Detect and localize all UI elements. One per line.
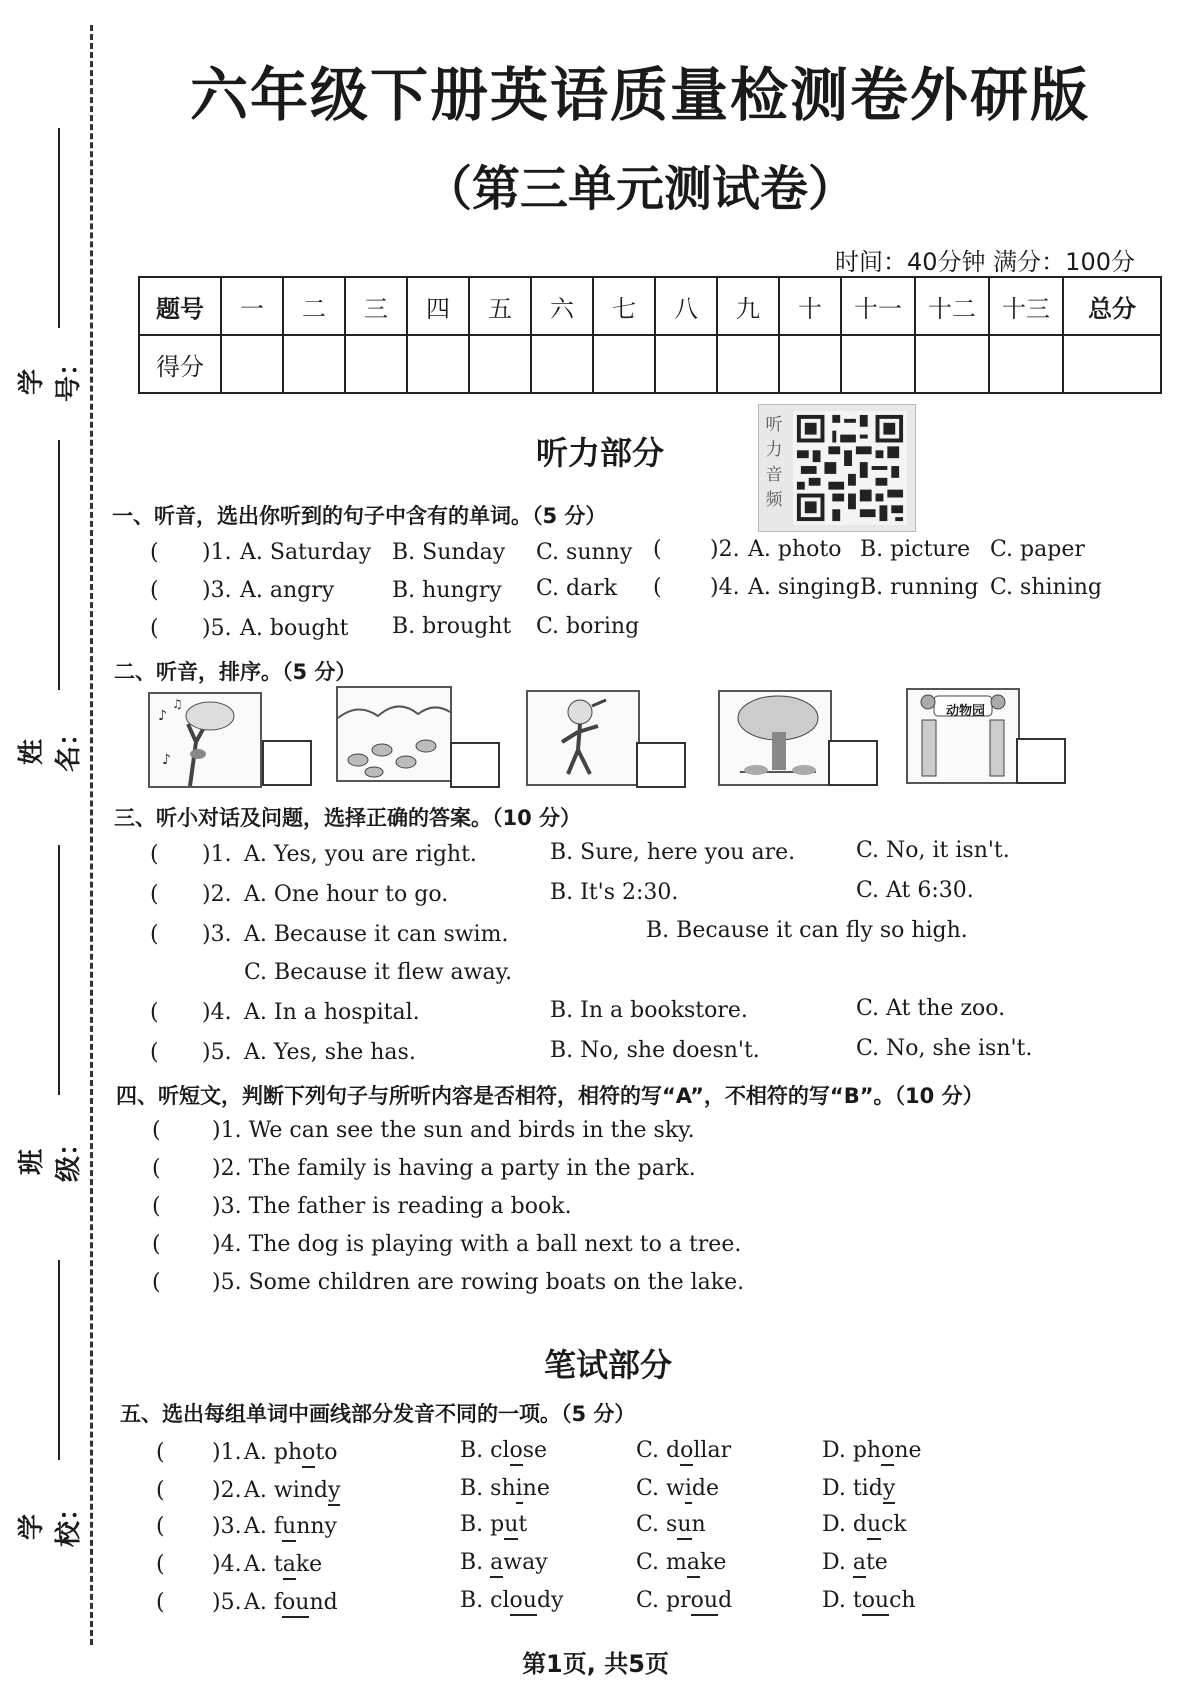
- underlined-letters: u: [504, 1512, 519, 1537]
- score-cell[interactable]: [1063, 335, 1161, 393]
- school-line: [58, 1260, 60, 1460]
- order-box-3[interactable]: [636, 742, 686, 788]
- svg-text:♪: ♪: [162, 752, 171, 768]
- s1-q2-num: )2.: [710, 537, 740, 562]
- s3-q4-num: )4.: [202, 1000, 232, 1025]
- s5-q5-option-b: [460, 1588, 563, 1613]
- name-label: 姓名：: [17, 719, 84, 772]
- order-box-4[interactable]: [828, 740, 878, 786]
- audio-qr-code[interactable]: [758, 404, 916, 532]
- score-col-total: 总分: [1063, 277, 1161, 335]
- underlined-letters: i: [515, 1476, 523, 1501]
- option-text: t: [518, 1512, 528, 1537]
- underlined-letters: u: [866, 1512, 882, 1537]
- underlined-letters: o: [302, 1440, 316, 1465]
- option-text: d: [718, 1588, 733, 1613]
- answer-paren[interactable]: (: [156, 1590, 165, 1615]
- s5-q4-num: )4.: [212, 1552, 242, 1577]
- score-cell[interactable]: [531, 335, 593, 393]
- picture-big-tree: [718, 690, 832, 786]
- option-text: se: [522, 1438, 548, 1463]
- answer-paren[interactable]: (: [150, 922, 159, 947]
- s3-q3-c: C. Because it flew away.: [244, 960, 513, 985]
- bird-tree-icon: [150, 694, 260, 786]
- option-text: ke: [295, 1552, 323, 1577]
- answer-paren[interactable]: (: [150, 616, 159, 641]
- option-text: D. tid: [822, 1476, 883, 1501]
- score-cell[interactable]: [915, 335, 989, 393]
- score-cell[interactable]: [345, 335, 407, 393]
- s5-q2-option-b: [460, 1476, 550, 1501]
- underlined-letters: a: [282, 1552, 296, 1577]
- score-table: [138, 276, 1162, 394]
- option-text: ne: [522, 1476, 550, 1501]
- s5-q4-option-b: [460, 1550, 548, 1575]
- s4-q3: )3. The father is reading a book.: [212, 1194, 572, 1219]
- s3-q4-a: A. In a hospital.: [244, 1000, 420, 1025]
- answer-paren[interactable]: (: [150, 578, 159, 603]
- option-text: C. m: [636, 1550, 687, 1575]
- underlined-letters: y: [882, 1476, 896, 1501]
- s1-q1-c: C. sunny: [536, 540, 633, 565]
- picture-zoo-gate: [906, 688, 1020, 784]
- score-cell[interactable]: [407, 335, 469, 393]
- s5-q5-num: )5.: [212, 1590, 242, 1615]
- s5-q1-num: )1.: [212, 1440, 242, 1465]
- s1-q4-a: A. singing: [748, 575, 860, 600]
- s4-q1: )1. We can see the sun and birds in the sky.: [212, 1118, 695, 1143]
- underlined-letters: u: [282, 1514, 297, 1539]
- picture-bird-singing: [148, 692, 262, 788]
- s1-q3-b: B. hungry: [392, 578, 502, 603]
- svg-text:♫: ♫: [172, 697, 183, 711]
- class-label: 班级：: [17, 1129, 84, 1182]
- s5-q5-option-c: [636, 1588, 732, 1613]
- order-box-2[interactable]: [450, 742, 500, 788]
- answer-paren[interactable]: (: [150, 1040, 159, 1065]
- s3-q4-c: C. At the zoo.: [856, 996, 1006, 1021]
- option-text: ke: [700, 1550, 727, 1575]
- score-cell[interactable]: [469, 335, 531, 393]
- written-section-title: 笔试部分: [544, 1346, 673, 1384]
- option-text: D. ph: [822, 1438, 882, 1463]
- answer-paren[interactable]: (: [150, 540, 159, 565]
- s1-q2-a: A. photo: [748, 537, 842, 562]
- score-cell[interactable]: [655, 335, 717, 393]
- s5-q2-num: )2.: [212, 1478, 242, 1503]
- option-text: ne: [894, 1438, 922, 1463]
- s1-q4-num: )4.: [710, 575, 740, 600]
- order-box-1[interactable]: [262, 740, 312, 786]
- answer-paren[interactable]: (: [152, 1270, 161, 1295]
- s5-q3-num: )3.: [212, 1514, 242, 1539]
- option-text: de: [691, 1476, 720, 1501]
- s5-q3-option-c: [636, 1512, 706, 1537]
- score-col-10: 十: [779, 277, 841, 335]
- page-footer: 第1页, 共5页: [522, 1650, 669, 1678]
- option-text: D. d: [822, 1512, 867, 1537]
- s4-q4: )4. The dog is playing with a ball next to a tree.: [212, 1232, 742, 1257]
- student-id-label: 学号：: [17, 349, 84, 402]
- qr-code-icon: [793, 411, 907, 525]
- s3-q5-a: A. Yes, she has.: [244, 1040, 416, 1065]
- score-cell[interactable]: [779, 335, 841, 393]
- s3-q5-num: )5.: [202, 1040, 232, 1065]
- answer-paren[interactable]: (: [150, 842, 159, 867]
- option-text: ch: [889, 1588, 916, 1613]
- section2-heading: 二、听音，排序。（5 分）: [114, 660, 357, 684]
- s3-q3-b: B. Because it can fly so high.: [646, 918, 968, 943]
- option-text: nd: [309, 1590, 338, 1615]
- score-col-7: 七: [593, 277, 655, 335]
- option-text: B. cl: [460, 1438, 510, 1463]
- answer-paren[interactable]: (: [152, 1232, 161, 1257]
- option-text: n: [691, 1512, 706, 1537]
- s3-q5-b: B. No, she doesn't.: [550, 1038, 760, 1063]
- s5-q1-option-b: [460, 1438, 547, 1463]
- s1-q5-c: C. boring: [536, 614, 640, 639]
- score-col-3: 三: [345, 277, 407, 335]
- score-col-1: 一: [221, 277, 283, 335]
- s5-q3-option-d: [822, 1512, 907, 1537]
- qr-label: 听力音频: [765, 415, 783, 510]
- option-text: B. p: [460, 1512, 505, 1537]
- underlined-letters: ou: [861, 1588, 890, 1613]
- s5-q3-option-b: [460, 1512, 527, 1537]
- s3-q1-a: A. Yes, you are right.: [244, 842, 477, 867]
- underlined-letters: a: [490, 1550, 504, 1575]
- underlined-letters: y: [328, 1478, 341, 1503]
- score-table-score-label: 得分: [139, 335, 221, 393]
- option-text: C. pr: [636, 1588, 691, 1613]
- s3-q5-c: C. No, she isn't.: [856, 1036, 1033, 1061]
- s3-q3-num: )3.: [202, 922, 232, 947]
- score-col-8: 八: [655, 277, 717, 335]
- score-table-header-row: [139, 277, 1161, 335]
- s5-q4-option-c: [636, 1550, 726, 1575]
- score-table-score-row: [139, 335, 1161, 393]
- answer-paren[interactable]: (: [150, 1000, 159, 1025]
- section5-heading: 五、选出每组单词中画线部分发音不同的一项。（5 分）: [120, 1402, 636, 1426]
- section3-heading: 三、听小对话及问题，选择正确的答案。（10 分）: [114, 806, 582, 830]
- name-line: [58, 440, 60, 690]
- s5-q4-option-d: [822, 1550, 888, 1575]
- s1-q3-num: )3.: [202, 578, 232, 603]
- s3-q3-a: A. Because it can swim.: [244, 922, 509, 947]
- boy-icon: [528, 692, 638, 784]
- underlined-letters: o: [881, 1438, 895, 1463]
- big-tree-icon: [720, 692, 830, 784]
- s5-q1-option-c: [636, 1438, 731, 1463]
- answer-paren[interactable]: (: [152, 1118, 161, 1143]
- option-text: B. sh: [460, 1476, 516, 1501]
- option-text: A. f: [244, 1590, 283, 1615]
- time-info: 时间：40分钟 满分：100分: [835, 248, 1135, 276]
- option-text: C. s: [636, 1512, 678, 1537]
- school-label: 学校：: [17, 1494, 84, 1547]
- picture-boy: [526, 690, 640, 786]
- s3-q1-num: )1.: [202, 842, 232, 867]
- s1-q1-b: B. Sunday: [392, 540, 506, 565]
- underlined-letters: u: [677, 1512, 692, 1537]
- option-text: A. f: [244, 1514, 283, 1539]
- s1-q5-num: )5.: [202, 616, 232, 641]
- answer-paren[interactable]: (: [152, 1156, 161, 1181]
- option-text: te: [865, 1550, 888, 1575]
- s5-q3-option-a: [244, 1514, 337, 1539]
- score-cell[interactable]: [593, 335, 655, 393]
- s4-q5: )5. Some children are rowing boats on the lake.: [212, 1270, 745, 1295]
- underlined-letters: a: [852, 1550, 866, 1575]
- s5-q1-option-d: [822, 1438, 922, 1463]
- score-cell[interactable]: [221, 335, 283, 393]
- s5-q2-option-c: [636, 1476, 719, 1501]
- s3-q1-b: B. Sure, here you are.: [550, 840, 796, 865]
- underlined-letters: i: [684, 1476, 692, 1501]
- s1-q3-a: A. angry: [240, 578, 335, 603]
- s5-q2-option-a: [244, 1478, 340, 1503]
- option-text: B.: [460, 1550, 491, 1575]
- score-col-6: 六: [531, 277, 593, 335]
- s4-q2: )2. The family is having a party in the park.: [212, 1156, 696, 1181]
- option-text: dy: [536, 1588, 564, 1613]
- score-cell[interactable]: [283, 335, 345, 393]
- listening-section-title: 听力部分: [536, 434, 665, 472]
- answer-paren[interactable]: (: [156, 1478, 165, 1503]
- zoo-sign: 动物园: [946, 704, 986, 719]
- s5-q4-option-a: [244, 1552, 322, 1577]
- s3-q2-b: B. It's 2:30.: [550, 880, 679, 905]
- s5-q5-option-a: [244, 1590, 338, 1615]
- option-text: A. ph: [244, 1440, 303, 1465]
- s1-q1-num: )1.: [202, 540, 232, 565]
- answer-paren[interactable]: (: [152, 1194, 161, 1219]
- score-col-12: 十二: [915, 277, 989, 335]
- score-col-5: 五: [469, 277, 531, 335]
- score-col-11: 十一: [841, 277, 915, 335]
- class-line: [58, 845, 60, 1095]
- s5-q1-option-a: [244, 1440, 337, 1465]
- option-text: to: [315, 1440, 338, 1465]
- order-box-5[interactable]: [1016, 738, 1066, 784]
- section4-heading: 四、听短文，判断下列句子与所听内容是否相符，相符的写“A”，不相符的写“B”。（10 分）: [116, 1084, 984, 1108]
- score-table-header-label: 题号: [139, 277, 221, 335]
- score-col-9: 九: [717, 277, 779, 335]
- score-col-2: 二: [283, 277, 345, 335]
- underlined-letters: o: [680, 1438, 694, 1463]
- score-cell[interactable]: [841, 335, 915, 393]
- s1-q2-b: B. picture: [860, 537, 971, 562]
- score-col-13: 十三: [989, 277, 1063, 335]
- s3-q2-num: )2.: [202, 882, 232, 907]
- s3-q2-a: A. One hour to go.: [244, 882, 449, 907]
- answer-paren[interactable]: (: [156, 1514, 165, 1539]
- underlined-letters: o: [509, 1438, 523, 1463]
- score-col-4: 四: [407, 277, 469, 335]
- s1-q5-b: B. brought: [392, 614, 512, 639]
- section1-heading: 一、听音，选出你听到的句子中含有的单词。（5 分）: [112, 504, 607, 528]
- picture-ducks: [336, 686, 452, 782]
- answer-paren[interactable]: (: [150, 882, 159, 907]
- score-cell[interactable]: [989, 335, 1063, 393]
- answer-paren[interactable]: (: [653, 575, 662, 600]
- underlined-letters: a: [686, 1550, 701, 1575]
- option-text: A. t: [244, 1552, 283, 1577]
- ducks-icon: [338, 688, 450, 780]
- svg-text:♪: ♪: [158, 708, 167, 724]
- option-text: B. cl: [460, 1588, 510, 1613]
- page-subtitle: （第三单元测试卷）: [423, 161, 856, 217]
- answer-paren[interactable]: (: [156, 1552, 165, 1577]
- s1-q4-c: C. shining: [990, 575, 1102, 600]
- option-text: D.: [822, 1550, 853, 1575]
- page-title: 六年级下册英语质量检测卷外研版: [189, 61, 1090, 129]
- option-text: llar: [693, 1438, 732, 1463]
- option-text: way: [503, 1550, 548, 1575]
- s3-q2-c: C. At 6:30.: [856, 878, 974, 903]
- score-cell[interactable]: [717, 335, 779, 393]
- option-text: nny: [296, 1514, 337, 1539]
- s5-q5-option-d: [822, 1588, 916, 1613]
- s3-q1-c: C. No, it isn't.: [856, 838, 1010, 863]
- s1-q4-b: B. running: [860, 575, 979, 600]
- s5-q2-option-d: [822, 1476, 895, 1501]
- answer-paren[interactable]: (: [156, 1440, 165, 1465]
- s1-q2-c: C. paper: [990, 537, 1085, 562]
- option-text: C. w: [636, 1476, 685, 1501]
- underlined-letters: ou: [690, 1588, 719, 1613]
- option-text: A. wind: [244, 1478, 328, 1503]
- s3-q4-b: B. In a bookstore.: [550, 998, 748, 1023]
- option-text: C. d: [636, 1438, 681, 1463]
- option-text: ck: [881, 1512, 907, 1537]
- underlined-letters: ou: [282, 1590, 310, 1615]
- s1-q3-c: C. dark: [536, 576, 618, 601]
- option-text: D. t: [822, 1588, 862, 1613]
- underlined-letters: ou: [509, 1588, 537, 1613]
- s1-q1-a: A. Saturday: [240, 540, 372, 565]
- answer-paren[interactable]: (: [653, 537, 662, 562]
- binding-dashed-line: [90, 25, 93, 1645]
- s1-q5-a: A. bought: [240, 616, 349, 641]
